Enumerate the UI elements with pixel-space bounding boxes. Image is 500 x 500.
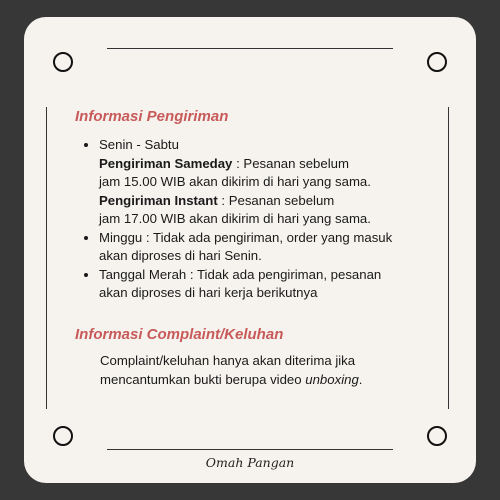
shipping-title: Informasi Pengiriman: [75, 108, 229, 125]
left-divider: [46, 107, 47, 409]
complaint-text: [100, 352, 440, 389]
sunday-line-1: Minggu : Tidak ada pengiriman, order yang masuk: [99, 229, 393, 245]
circle-decoration-bottom-left: [53, 426, 73, 446]
sameday-text-2: jam 15.00 WIB akan dikirim di hari yang sama.: [99, 174, 371, 189]
complaint-line-2-prefix: mencantumkan bukti berupa video: [100, 371, 306, 387]
list-item-holiday: [99, 266, 459, 303]
top-divider: [107, 48, 393, 49]
instant-name: Pengiriman Instant: [99, 192, 218, 208]
circle-decoration-bottom-right: [427, 426, 447, 446]
list-item-weekday: [99, 136, 459, 229]
holiday-line-1: Tanggal Merah : Tidak ada pengiriman, pesanan: [99, 266, 382, 282]
circle-decoration-top-left: [53, 52, 73, 72]
sameday-text-1: : Pesanan sebelum: [232, 155, 349, 171]
sunday-line-2: akan diproses di hari Senin.: [99, 248, 262, 263]
holiday-line-2: akan diproses di hari kerja berikutnya: [99, 285, 318, 300]
complaint-line-1: Complaint/keluhan hanya akan diterima jika: [100, 353, 356, 368]
instant-text-2: jam 17.00 WIB akan dikirim di hari yang sama.: [99, 211, 371, 226]
circle-decoration-top-right: [427, 52, 447, 72]
shipping-list: [75, 136, 459, 303]
complaint-line-2-suffix: .: [358, 371, 363, 387]
sameday-name: Pengiriman Sameday: [99, 155, 233, 171]
instant-text-1: : Pesanan sebelum: [217, 192, 335, 208]
brand-footer: Omah Pangan: [205, 455, 295, 470]
info-card: [24, 17, 476, 483]
bottom-divider: [107, 449, 393, 450]
complaint-title: Informasi Complaint/Keluhan: [75, 326, 284, 343]
list-item-sunday: [99, 229, 459, 266]
weekday-label: Senin - Sabtu: [99, 137, 179, 152]
complaint-emphasis: unboxing: [305, 371, 359, 387]
